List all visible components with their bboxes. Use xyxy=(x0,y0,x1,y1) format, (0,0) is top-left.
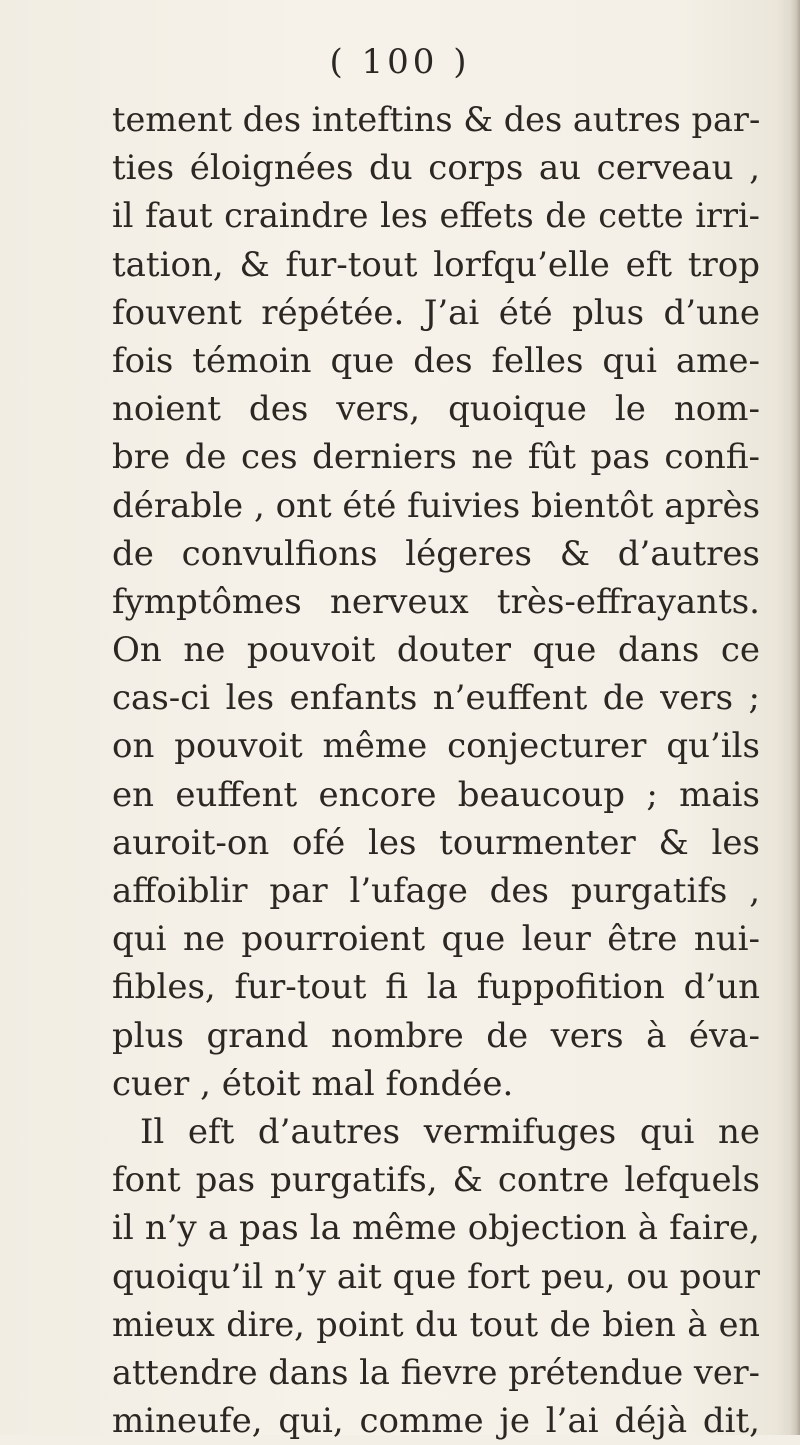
page-number: ( 100 ) xyxy=(329,42,471,82)
text-line: fymptômes nerveux très-effrayants. xyxy=(112,581,760,622)
text-line: dérable , ont été fuivies bientôt après xyxy=(112,485,761,526)
text-line: auroit-on ofé les tourmenter & les xyxy=(112,822,760,863)
text-line: On ne pouvoit douter que dans ce xyxy=(112,630,760,671)
text-line-paragraph-end: cuer , étoit mal fondée. xyxy=(112,1063,514,1104)
text-line: de convulfions légeres & d’autres xyxy=(112,533,760,574)
text-line: cas-ci les enfants n’euffent de vers ; xyxy=(112,678,760,719)
text-line: bre de ces derniers ne fût pas confi- xyxy=(112,437,760,478)
page-edge-shadow xyxy=(790,0,800,1435)
text-line: on pouvoit même conjecturer qu’ils xyxy=(112,726,760,767)
text-line: attendre dans la fievre prétendue ver- xyxy=(112,1352,760,1392)
text-line: en euffent encore beaucoup ; mais xyxy=(112,774,760,815)
text-line: fois témoin que des felles qui ame- xyxy=(112,340,760,381)
text-line: plus grand nombre de vers à éva- xyxy=(112,1015,760,1056)
page-body-text xyxy=(112,96,760,1445)
text-line: fouvent répétée. J’ai été plus d’une xyxy=(112,292,760,333)
text-line: quoiqu’il n’y ait que fort peu, ou pour xyxy=(112,1256,760,1297)
text-line: il n’y a pas la même objection à faire, xyxy=(112,1208,760,1249)
text-line: tation, & fur-tout lorfqu’elle eft trop xyxy=(112,244,760,285)
text-line: affoiblir par l’ufage des purgatifs , xyxy=(112,871,760,911)
text-line: tement des inteftins & des autres par- xyxy=(112,100,761,139)
text-line: noient des vers, quoique le nom- xyxy=(112,389,760,430)
text-line: ties éloignées du corps au cerveau , xyxy=(112,148,760,189)
text-line: fibles, fur-tout fi la fuppofition d’un xyxy=(112,967,760,1008)
text-line: font pas purgatifs, & contre lefquels xyxy=(112,1160,760,1201)
text-line: il faut craindre les effets de cette irri- xyxy=(112,196,760,236)
text-line: mieux dire, point du tout de bien à en xyxy=(112,1304,760,1344)
text-line: mineufe, qui, comme je l’ai déjà dit, xyxy=(112,1401,760,1442)
text-line-paragraph-start: Il eft d’autres vermifuges qui ne xyxy=(140,1111,760,1152)
text-line: qui ne pourroient que leur être nui- xyxy=(112,919,760,960)
